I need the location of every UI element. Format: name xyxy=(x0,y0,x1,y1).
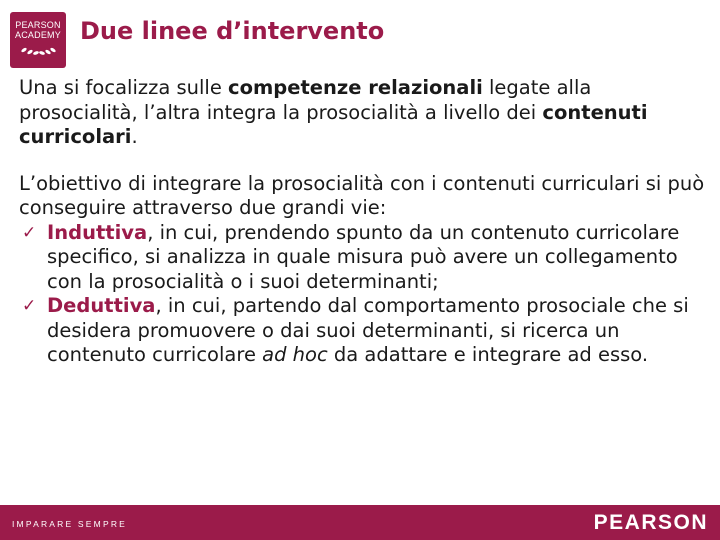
p2-intro: L’obiettivo di integrare la prosocialità con i contenuti curriculari si può conseguire attraverso due grandi vie: xyxy=(19,171,705,219)
p1-bold-curricular-contents: contenuti curricolari xyxy=(19,100,648,148)
footer-bar xyxy=(0,505,720,540)
item-head-deductive: Deduttiva xyxy=(47,294,156,317)
checkmark-icon: ✓ xyxy=(22,296,37,316)
item-italic-ad-hoc: ad hoc xyxy=(262,343,328,366)
item-text-inductive: , in cui, prendendo spunto da un contenuto curricolare specifico, si analizza in quale misura può avere un collegamento con la prosocialità o i suoi determinanti; xyxy=(47,220,680,293)
laurel-icon xyxy=(18,44,58,58)
list-item-deductive xyxy=(19,294,709,368)
logo-line-1: PEARSON xyxy=(15,20,61,30)
footer-slogan: IMPARARE SEMPRE xyxy=(12,519,128,529)
item-text-deductive-1: , in cui, partendo dal comportamento prosociale che si desidera promuovere o dai suoi determinanti, si ricerca un contenuto curricolare xyxy=(47,294,689,366)
logo-line-2: ACADEMY xyxy=(15,30,61,40)
list-item-inductive xyxy=(19,221,709,295)
slide-title: Due linee d’intervento xyxy=(80,17,385,45)
p1-bold-relational-skills: competenze relazionali xyxy=(228,76,483,99)
checkmark-icon: ✓ xyxy=(22,222,37,243)
pearson-academy-logo xyxy=(10,12,66,68)
p1-text-1: Una si focalizza sulle xyxy=(19,76,229,99)
paragraph-objective xyxy=(19,172,709,221)
ways-list xyxy=(19,221,709,368)
item-head-inductive: Induttiva xyxy=(47,220,148,244)
footer-brand-logo: PEARSON xyxy=(593,511,708,534)
slide-body xyxy=(19,76,709,368)
p1-text-2: legate alla prosocialità, l’altra integra la prosocialità a livello dei xyxy=(19,76,592,124)
paragraph-focus xyxy=(19,76,709,150)
item-text-deductive-2: da adattare e integrare ad esso. xyxy=(327,343,649,366)
p1-text-3: . xyxy=(131,125,138,148)
